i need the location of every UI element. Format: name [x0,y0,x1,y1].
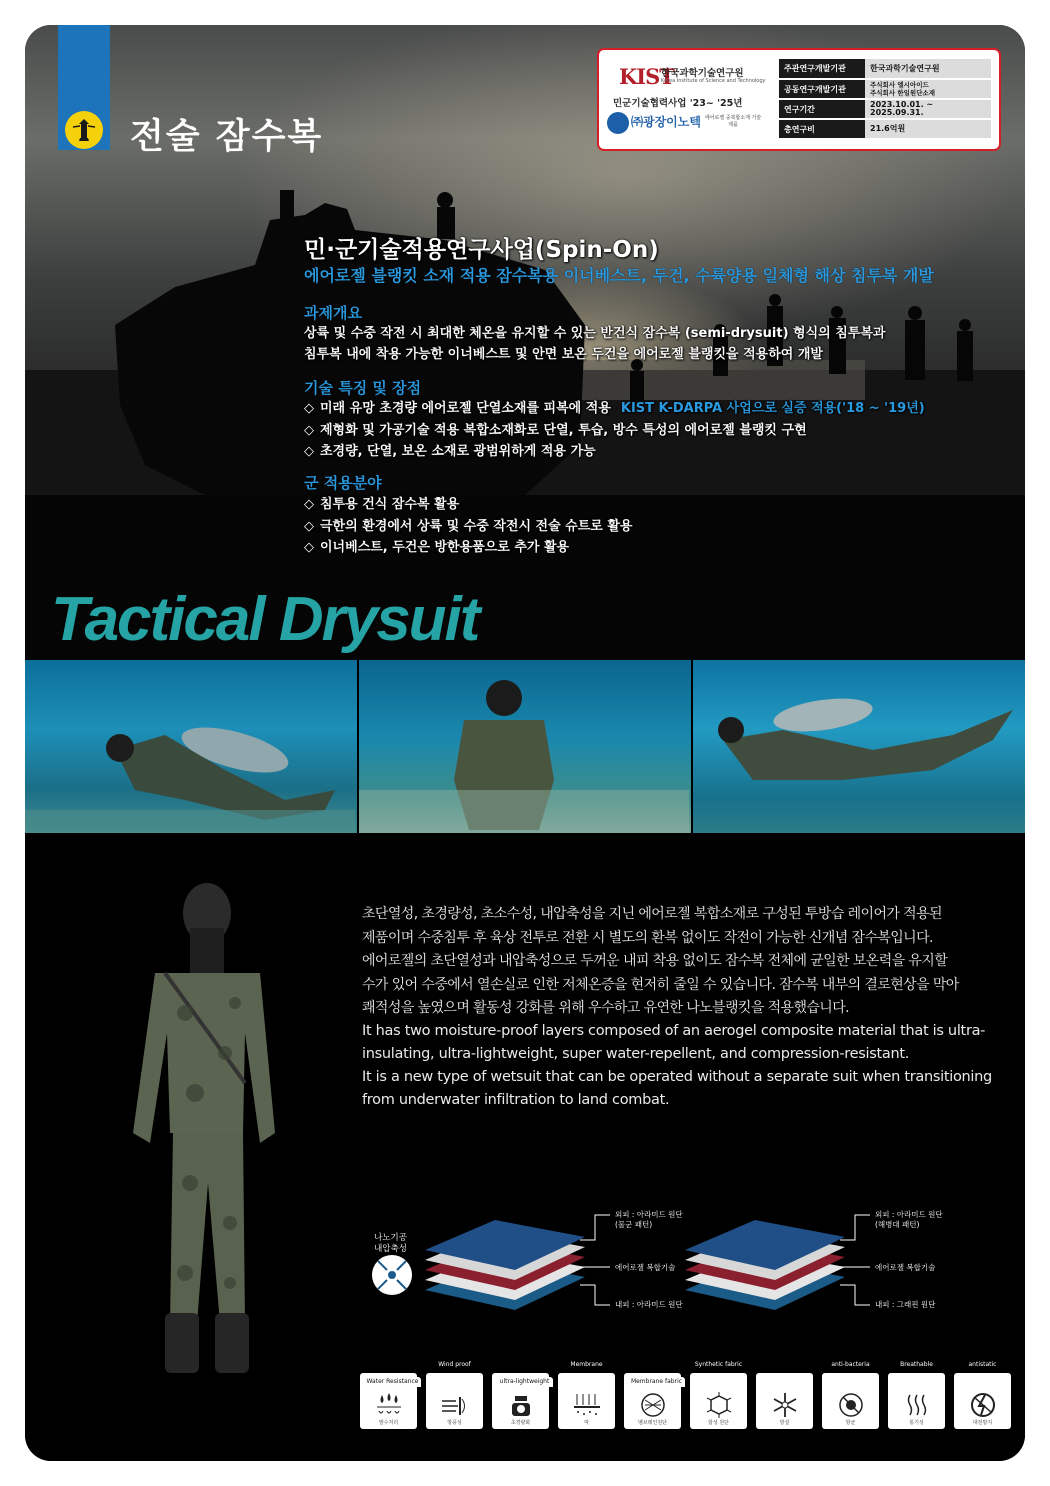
membrane-fabric-icon [624,1389,681,1421]
info-row [779,79,991,99]
feature-icon-row [356,1359,1015,1433]
tactical-drysuit-title: Tactical Drysuit [51,585,479,654]
hero-section [25,25,1025,660]
page-title: 전술 잠수복 [130,117,324,157]
info-key: 연구기간 [779,99,865,119]
product-section [25,833,1025,1461]
list-item: ◇ 극한의 환경에서 상륙 및 수중 작전시 전술 슈트로 활용 [304,516,632,538]
diamond-bullet-icon: ◇ [304,444,314,459]
left-middle-layer-label: 에어로젤 복합기술 [615,1263,676,1272]
description-line: 제품이며 수중침투 후 육상 전투로 전환 시 별도의 환복 없이도 작전이 가능한 신개념 잠수복입니다. [362,929,933,946]
feature-card-water-resistance: Water Resistance 발수처리 [356,1359,421,1433]
description-line: It has two moisture-proof layers composed of an aerogel composite material that is ultra- [362,1023,986,1039]
diamond-bullet-icon: ◇ [304,401,314,416]
kist-name: 한국과학기술연구원 [661,68,744,79]
diver-photo-2 [359,660,693,833]
feature-card-membrane: Membrane 막 [554,1359,619,1433]
partner-logo-icon [607,112,629,134]
right-middle-layer-label: 에어로젤 복합기술 [875,1263,936,1272]
feature-card-breathable: Breathable 통기성 [884,1359,949,1433]
feature-card-snow: 방설 [752,1359,817,1433]
kdarpa-note: KIST K-DARPA 사업으로 실증 적용('18 ~ '19년) [620,401,925,416]
feature-card-synthetic-fabric: Synthetic fabric 합성 원단 [686,1359,751,1433]
info-row [779,119,991,139]
partner-name: ㈜광장이노텍 [631,115,701,129]
diamond-bullet-icon: ◇ [304,518,314,534]
lighthouse-badge-icon [65,111,103,149]
list-item: ◇ 제형화 및 가공기술 적용 복합소재화로 단열, 투습, 방수 특성의 에어로젤 블랭킷 구현 [304,420,925,442]
project-info-box [597,48,1001,151]
description-line: It is a new type of wetsuit that can be operated without a separate suit when transitioning [362,1069,992,1085]
info-key: 주관연구개발기관 [779,59,865,79]
diver-photo-1 [25,660,359,833]
right-inner-layer-label: 내피 : 그래핀 원단 [875,1300,936,1309]
info-row [779,99,991,119]
overview-line: 침투복 내에 착용 가능한 이너베스트 및 안면 보온 두건을 에어로젤 블랭킷을 적용하여 개발 [304,347,823,362]
antistatic-icon [954,1389,1011,1421]
nano-pore-label: 나노기공 내압축성 [374,1233,407,1254]
info-value: 2023.10.01. ~ 2025.09.31. [865,99,991,119]
info-value: 21.6억원 [865,119,991,139]
description-line: from underwater infiltration to land combat. [362,1092,670,1108]
project-info-table [779,59,991,140]
description-line: insulating, ultra-lightweight, super water-repellent, and compression-resistant. [362,1046,910,1062]
military-title: 군 적용분야 [304,474,382,492]
features-list [304,398,925,463]
info-row [779,59,991,79]
feature-card-membrane-fabric: Membrane fabric 멤브레인원단 [620,1359,685,1433]
feature-card-wind-proof: Wind proof 방풍성 [422,1359,487,1433]
weight-scale-icon [492,1389,549,1421]
list-item: ◇ 미래 유망 초경량 에어로젤 단열소재를 피복에 적용 KIST K-DARPA 사업으로 실증 적용('18 ~ '19년) [304,398,925,420]
overview-title: 과제개요 [304,304,362,322]
left-inner-layer-label: 내피 : 아라미드 원단 [615,1300,683,1309]
info-value: 주식회사 엘시아이드 주식회사 한일원단소재 [865,79,991,99]
breathable-icon [888,1389,945,1421]
overview-line: 상륙 및 수중 작전 시 최대한 체온을 유지할 수 있는 반건식 잠수복 (semi-drysuit) 형식의 침투복과 [304,326,886,341]
feature-card-ultra-lightweight: ultra-lightweight 초경량화 [488,1359,553,1433]
right-outer-layer-label: 외피 : 아라미드 원단 (해병대 패턴) [875,1210,943,1229]
list-item: ◇ 이너베스트, 두건은 방한용품으로 추가 활용 [304,537,632,559]
program-label: 민군기술협력사업 '23~ '25년 [613,98,743,109]
overview-text [304,323,885,365]
diver-photo-3 [693,660,1025,833]
feature-card-antistatic: antistatic 대전방지 [950,1359,1015,1433]
snowflake-icon [756,1389,813,1421]
project-subheadline: 에어로젤 블랭킷 소재 적용 잠수복용 이너베스트, 두건, 수륙양용 일체형 해상 침투복 개발 [304,266,934,285]
description-line: 쾌적성을 높였으며 활동성 강화를 위해 우수하고 유연한 나노블랭킷을 적용했습니다. [362,1000,849,1016]
info-key: 공동연구개발기관 [779,79,865,99]
diamond-bullet-icon: ◇ [304,540,314,555]
info-value: 한국과학기술연구원 [865,59,991,79]
feature-card-anti-bacteria: anti-bacteria 항균 [818,1359,883,1433]
features-title: 기술 특징 및 장점 [304,379,422,397]
project-headline: 민·군기술적용연구사업(Spin-On) [304,237,659,263]
military-list [304,494,632,559]
drysuit-mannequin-image [125,883,285,1443]
water-resistance-icon [360,1389,417,1421]
description-line: 초단열성, 초경량성, 초소수성, 내압축성을 지닌 에어로젤 복합소재로 구성된 투방습 레이어가 적용된 [362,906,942,922]
anti-bacteria-icon [822,1389,879,1421]
description-line: 에어로젤의 초단열성과 내압축성으로 두꺼운 내피 착용 없이도 잠수복 전체에 균일한 보온력을 유지할 [362,953,948,969]
list-item: ◇ 초경량, 단열, 보온 소재로 광범위하게 적용 가능 [304,441,925,463]
diamond-bullet-icon: ◇ [304,422,314,438]
diamond-bullet-icon: ◇ [304,497,314,512]
list-item: ◇ 침투용 건식 잠수복 활용 [304,494,632,516]
description-line: 수가 있어 수중에서 열손실로 인한 저체온증을 현저히 줄일 수 있습니다. 잠수복 내부의 결로현상을 막아 [362,976,959,993]
info-key: 총연구비 [779,119,865,139]
left-outer-layer-label: 외피 : 아라미드 원단 (물군 패턴) [615,1210,683,1229]
poster-card [25,25,1025,1461]
membrane-icon [558,1389,615,1421]
kist-logo: KIST [619,64,674,89]
synthetic-fabric-icon [690,1389,747,1421]
english-description [362,1020,1002,1112]
partner-subtitle: 에어로젤 중복합소재 기술제품 [704,115,762,128]
kist-english-name: Korea Institute of Science and Technology [661,78,766,84]
underwater-photo-strip [25,660,1025,833]
korean-description [362,903,1002,1021]
wind-proof-icon [426,1389,483,1421]
